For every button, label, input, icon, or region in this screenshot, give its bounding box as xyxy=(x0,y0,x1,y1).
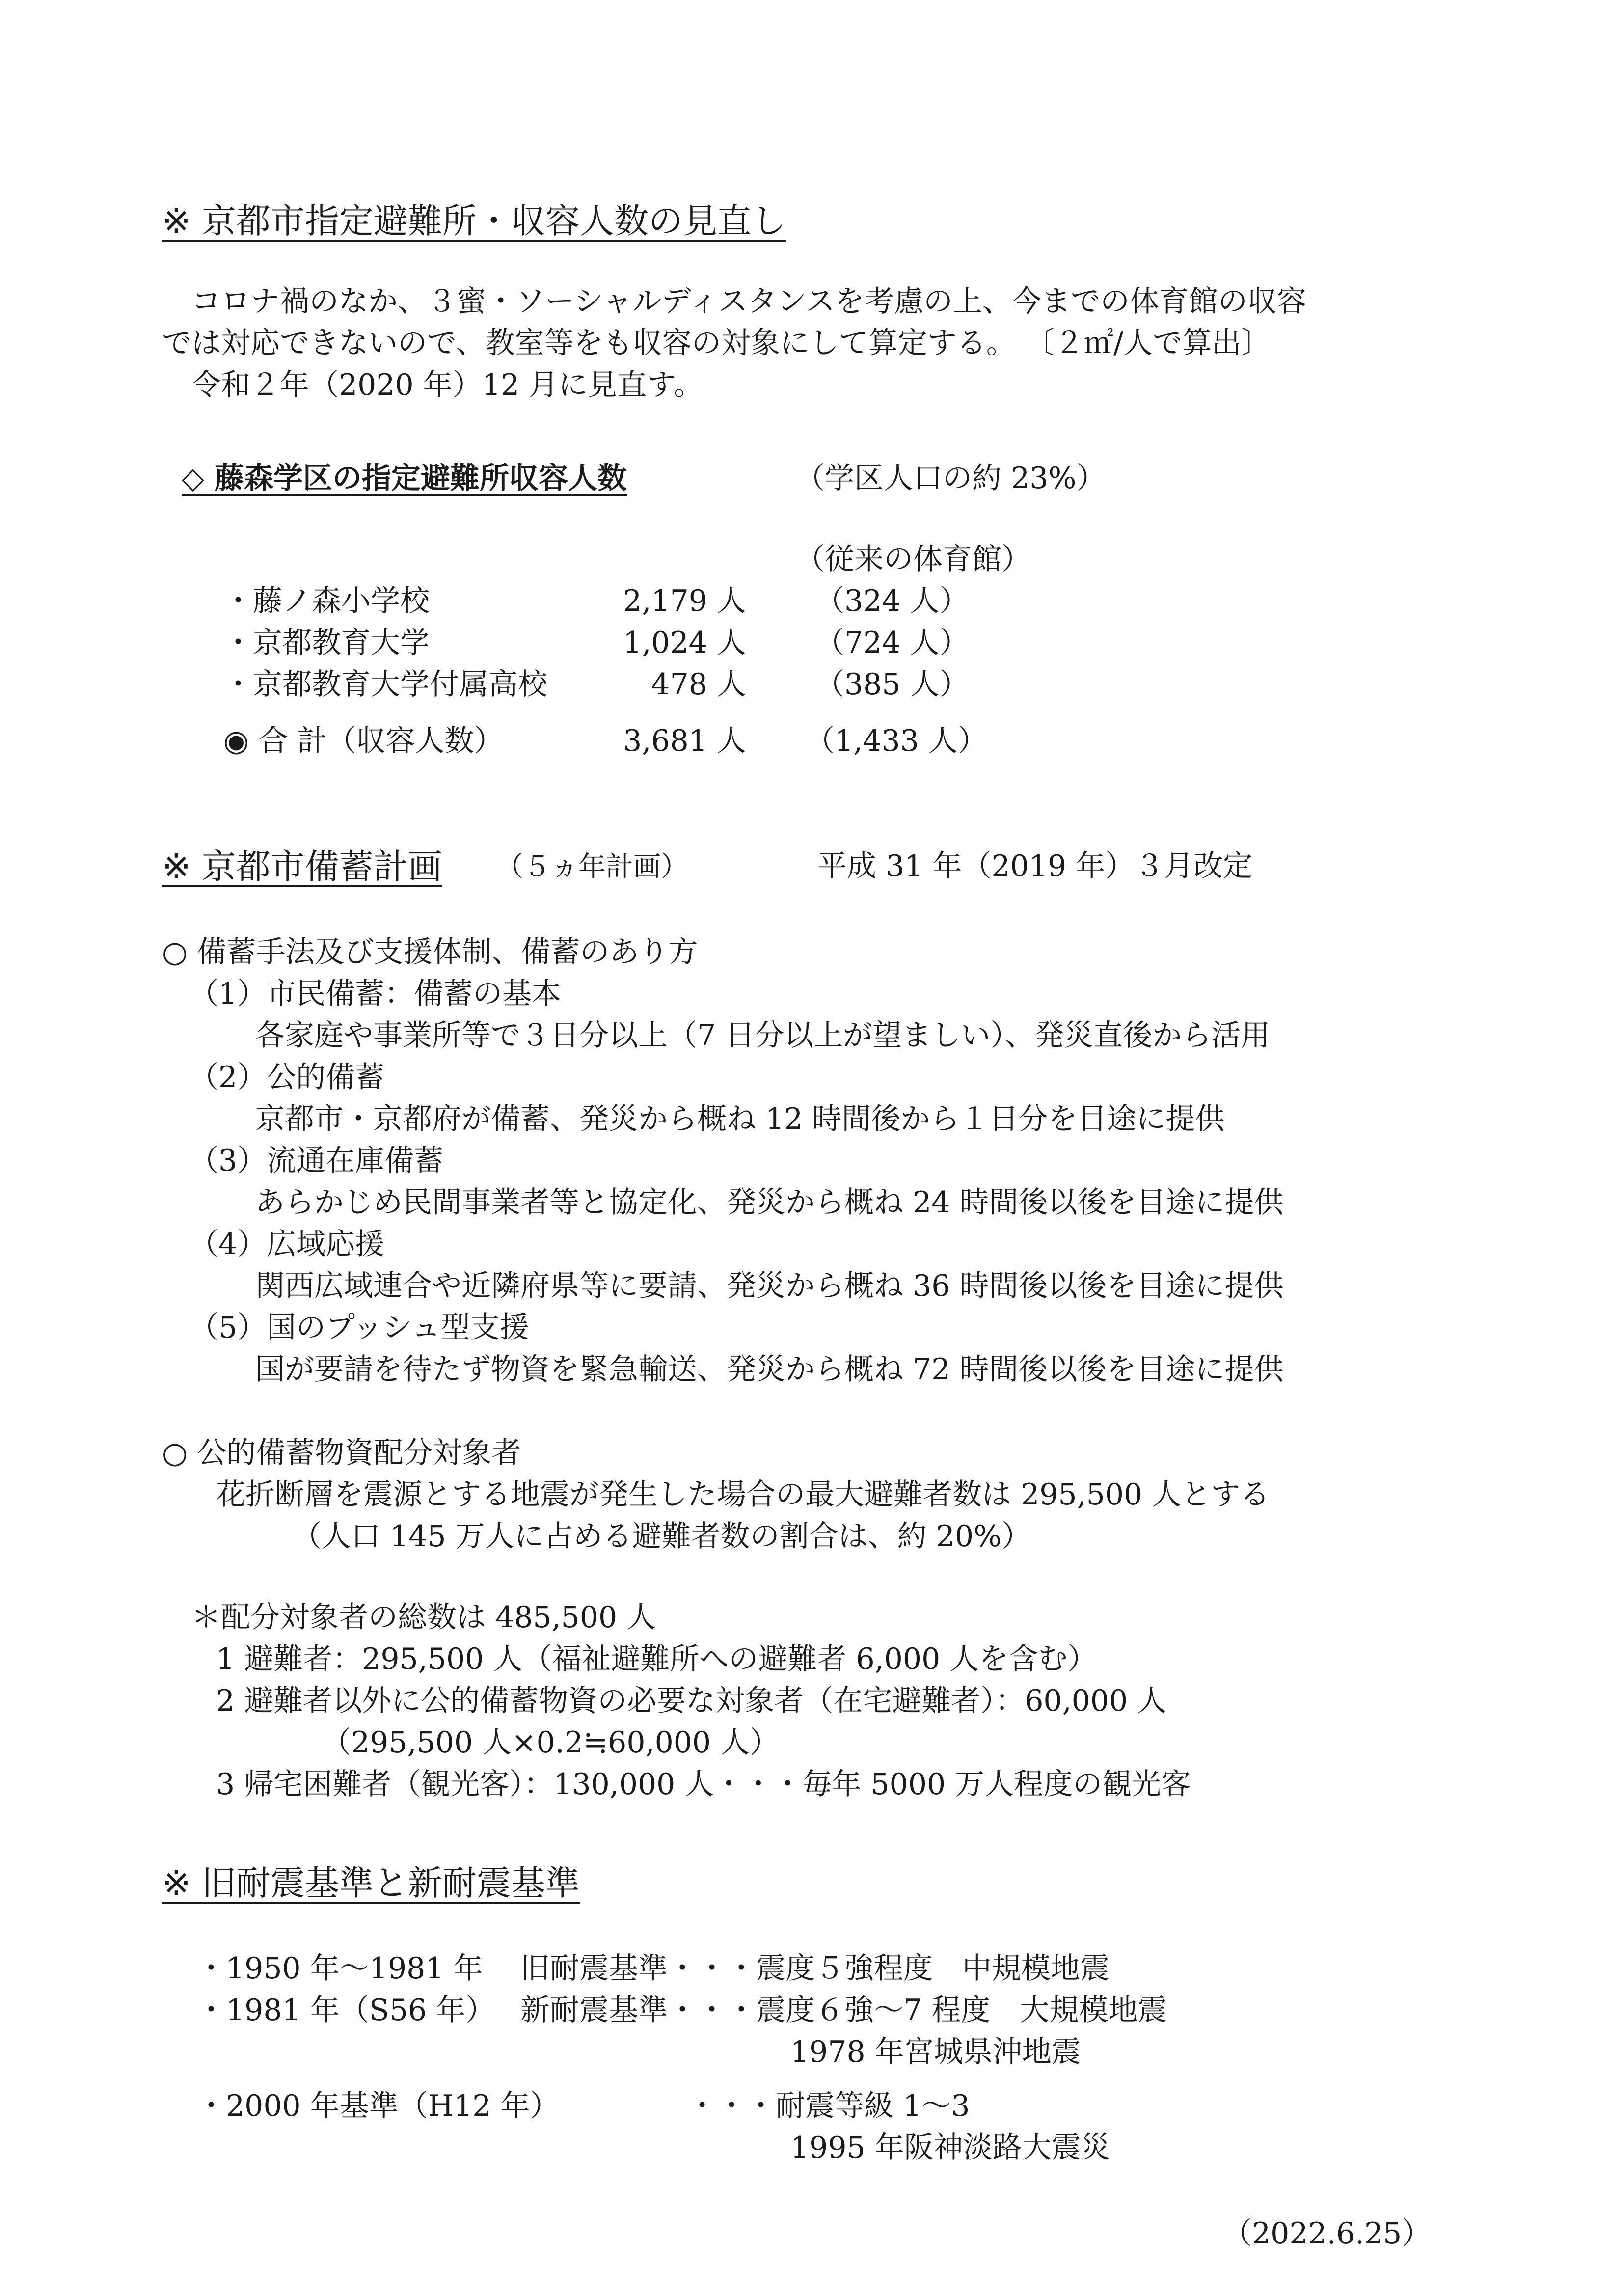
list-item-label: （4）広域応援 xyxy=(189,1227,385,1261)
table-row-name: ・京都教育大学 xyxy=(223,626,430,660)
list-item-desc: 関西広域連合や近隣府県等に要請、発災から概ね 36 時間後以後を目途に提供 xyxy=(255,1269,1284,1303)
list-item-desc: 京都市・京都府が備蓄、発災から概ね 12 時間後から１日分を目途に提供 xyxy=(255,1102,1225,1136)
table-row-count: 478 人 xyxy=(651,667,746,702)
list-item-label: （3）流通在庫備蓄 xyxy=(189,1144,444,1178)
table-row-count: 1,024 人 xyxy=(623,626,746,660)
list-item-name: 新耐震基準・・・震度６強〜7 程度 大規模地震 xyxy=(520,1993,1167,2027)
table-row-count: 2,179 人 xyxy=(623,584,746,618)
table-total-name: ◉ 合 計（収容人数） xyxy=(223,724,504,758)
table-total-old: （1,433 人） xyxy=(805,724,987,758)
table-row-old: （385 人） xyxy=(815,667,969,702)
list-item-label: （1）市民備蓄：備蓄の基本 xyxy=(189,977,562,1011)
list-item-note: 1995 年阪神淡路大震災 xyxy=(790,2131,1110,2165)
recipients-sub2-calc: （295,500 人×0.2≒60,000 人） xyxy=(322,1725,780,1760)
list-item-desc: あらかじめ民間事業者等と協定化、発災から概ね 24 時間後以後を目途に提供 xyxy=(255,1185,1284,1220)
section3-heading: ※ 旧耐震基準と新耐震基準 xyxy=(162,1863,580,1903)
table-row-name: ・京都教育大学付属高校 xyxy=(223,667,547,702)
recipients-sub1: 1 避難者：295,500 人（福祉避難所への避難者 6,000 人を含む） xyxy=(216,1642,1097,1676)
fujinomori-capacity-heading: ◇ 藤森学区の指定避難所収容人数 xyxy=(182,461,627,495)
section2-heading-note: （５ヵ年計画） xyxy=(496,851,688,883)
table-total-count: 3,681 人 xyxy=(623,724,746,758)
list-item-note: 1978 年宮城県沖地震 xyxy=(790,2035,1081,2069)
stockpile-method-title: ○ 備蓄手法及び支援体制、備蓄のあり方 xyxy=(162,935,698,969)
fujinomori-capacity-note: （学区人口の約 23%） xyxy=(795,461,1106,495)
list-item-name: 旧耐震基準・・・震度５強程度 中規模地震 xyxy=(520,1951,1110,1986)
section1-paragraph-line3: 令和２年（2020 年）12 月に見直す。 xyxy=(191,368,704,402)
recipients-sub2: 2 避難者以外に公的備蓄物資の必要な対象者（在宅避難者）：60,000 人 xyxy=(216,1684,1167,1718)
list-item-name: ・・・耐震等級 1〜3 xyxy=(687,2089,970,2123)
list-item-label: （5）国のプッシュ型支援 xyxy=(189,1311,529,1345)
total-recipients-line: ＊配分対象者の総数は 485,500 人 xyxy=(191,1600,656,1635)
list-item-desc: 国が要請を待たず物資を緊急輸送、発災から概ね 72 時間後以後を目途に提供 xyxy=(255,1352,1284,1387)
section1-paragraph-line1: コロナ禍のなか、３蜜・ソーシャルディスタンスを考慮の上、今までの体育館の収容 xyxy=(191,284,1306,319)
public-stockpile-line2: （人口 145 万人に占める避難者数の割合は、約 20%） xyxy=(292,1519,1031,1554)
table-row-old: （324 人） xyxy=(815,584,969,618)
recipients-sub3: 3 帰宅困難者（観光客）：130,000 人・・・毎年 5000 万人程度の観光客 xyxy=(216,1767,1191,1802)
list-item-label: （2）公的備蓄 xyxy=(189,1060,385,1094)
section2-revision-date: 平成 31 年（2019 年）３月改定 xyxy=(817,849,1253,883)
list-item-period: ・1950 年〜1981 年 xyxy=(196,1951,483,1986)
document-date: （2022.6.25） xyxy=(1222,2216,1432,2251)
public-stockpile-title: ○ 公的備蓄物資配分対象者 xyxy=(162,1436,521,1470)
list-item-desc: 各家庭や事業所等で３日分以上（7 日分以上が望ましい）、発災直後から活用 xyxy=(255,1018,1271,1053)
section1-paragraph-line2: では対応できないので、教室等をも収容の対象にして算定する。 〔２㎡/人で算出〕 xyxy=(162,326,1271,360)
table-row-old: （724 人） xyxy=(815,626,969,660)
public-stockpile-line1: 花折断層を震源とする地震が発生した場合の最大避難者数は 295,500 人とする xyxy=(216,1477,1270,1512)
section2-heading: ※ 京都市備蓄計画 xyxy=(162,847,442,887)
list-item-period: ・1981 年（S56 年） xyxy=(196,1993,495,2027)
list-item-period: ・2000 年基準（H12 年） xyxy=(196,2089,560,2123)
table-row-name: ・藤ノ森小学校 xyxy=(223,584,430,618)
section1-heading: ※ 京都市指定避難所・収容人数の見直し xyxy=(162,201,786,241)
capacity-column-header: （従来の体育館） xyxy=(795,542,1031,576)
